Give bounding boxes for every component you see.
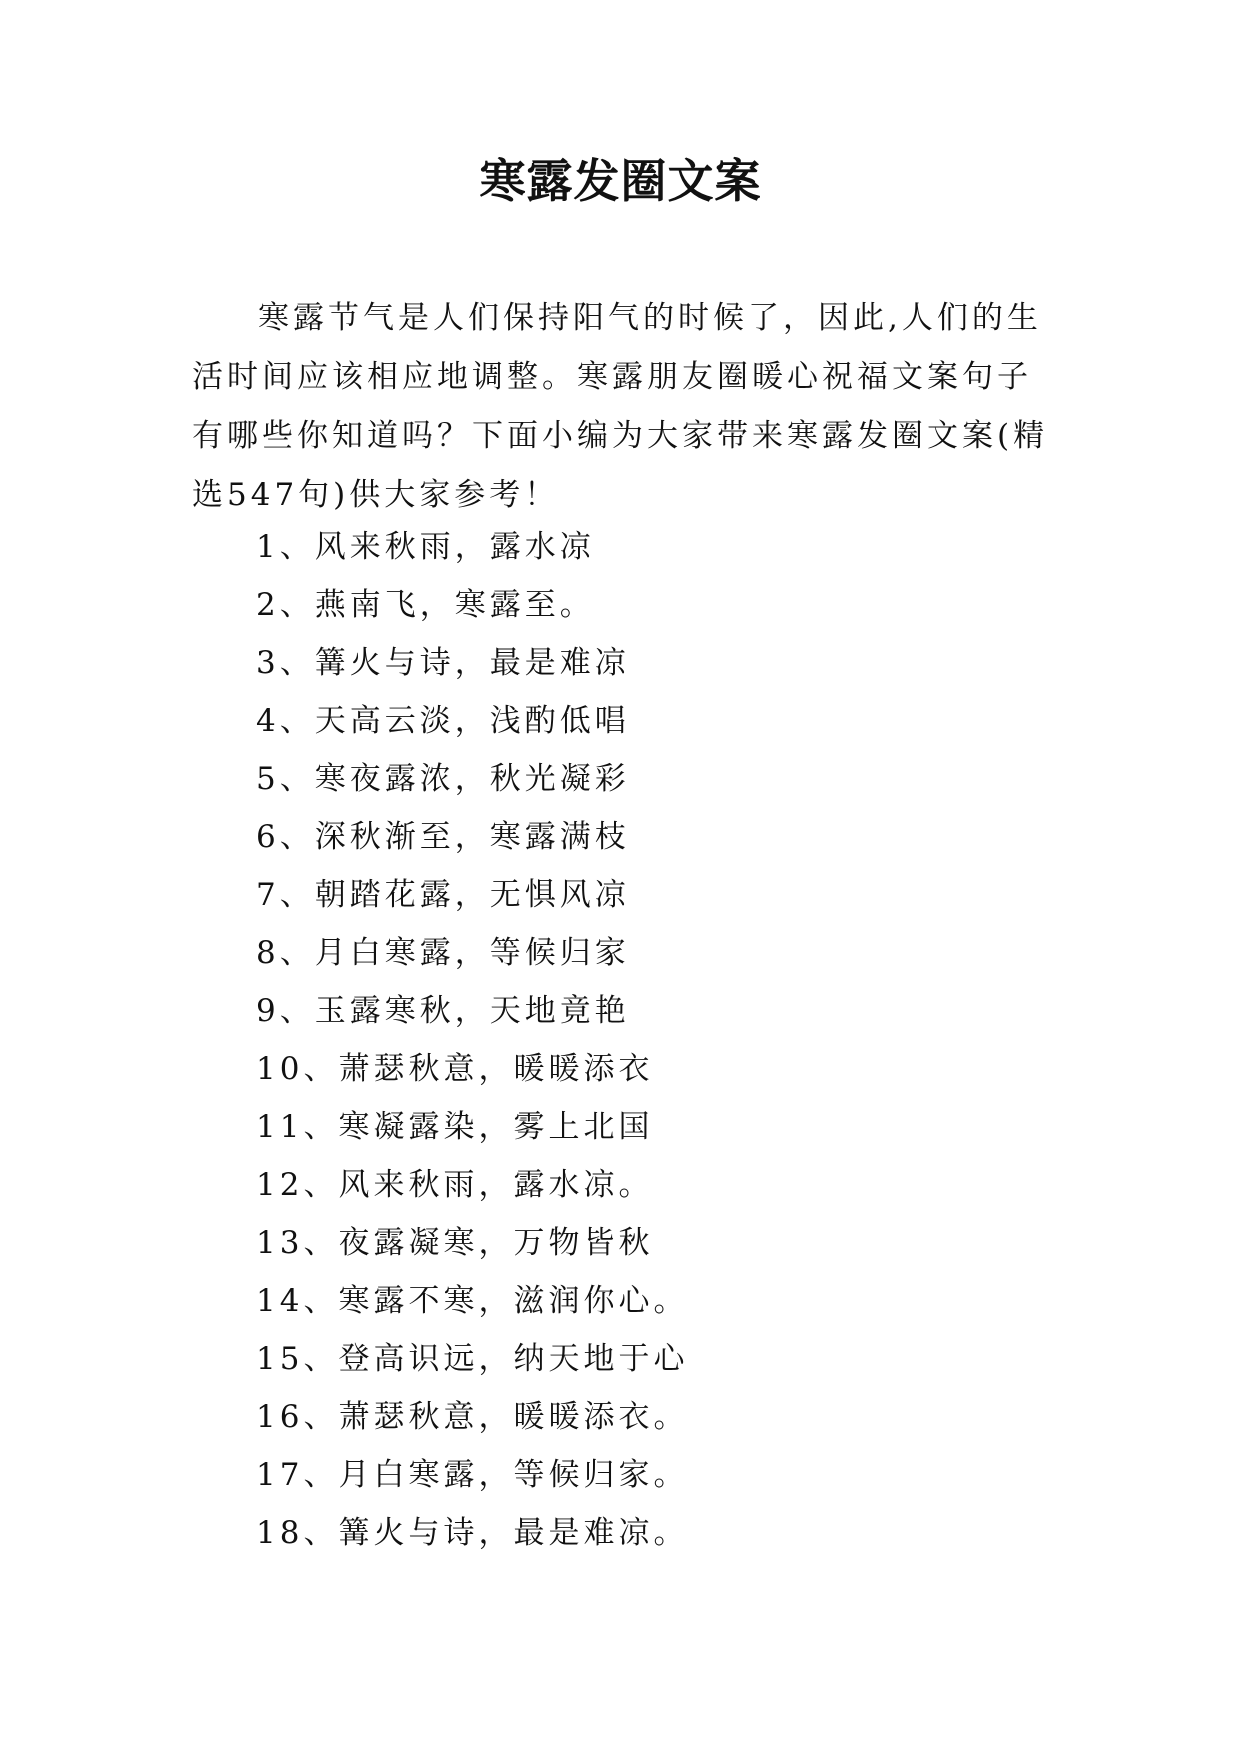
list-item: 15、登高识远，纳天地于心: [256, 1341, 689, 1377]
list-item: 2、燕南飞，寒露至。: [256, 587, 595, 623]
list-item: 1、风来秋雨，露水凉: [256, 529, 595, 565]
list-item: 5、寒夜露浓，秋光凝彩: [256, 761, 630, 797]
list-item: 14、寒露不寒，滋润你心。: [256, 1283, 689, 1319]
list-item: 8、月白寒露，等候归家: [256, 935, 630, 971]
list-item: 16、萧瑟秋意，暖暖添衣。: [256, 1399, 689, 1435]
list-item: 17、月白寒露，等候归家。: [256, 1457, 689, 1493]
list-item: 3、篝火与诗，最是难凉: [256, 645, 630, 681]
list-item: 6、深秋渐至，寒露满枝: [256, 819, 630, 855]
list-item: 4、天高云淡，浅酌低唱: [256, 703, 630, 739]
list-item: 12、风来秋雨，露水凉。: [256, 1167, 654, 1203]
phrase-list: [256, 518, 688, 1562]
list-item: 13、夜露凝寒，万物皆秋: [256, 1225, 654, 1261]
list-item: 18、篝火与诗，最是难凉。: [256, 1515, 689, 1551]
intro-paragraph: 寒露节气是人们保持阳气的时候了，因此,人们的生活时间应该相应地调整。寒露朋友圈暖心祝福文案句子有哪些你知道吗？下面小编为大家带来寒露发圈文案(精选547句)供大家参考！: [192, 300, 1049, 513]
list-item: 9、玉露寒秋，天地竟艳: [256, 993, 630, 1029]
list-item: 11、寒凝露染，雾上北国: [256, 1109, 654, 1145]
list-item: 7、朝踏花露，无惧风凉: [256, 877, 630, 913]
list-item: 10、萧瑟秋意，暖暖添衣: [256, 1051, 654, 1087]
document-title: 寒露发圈文案: [479, 154, 762, 208]
